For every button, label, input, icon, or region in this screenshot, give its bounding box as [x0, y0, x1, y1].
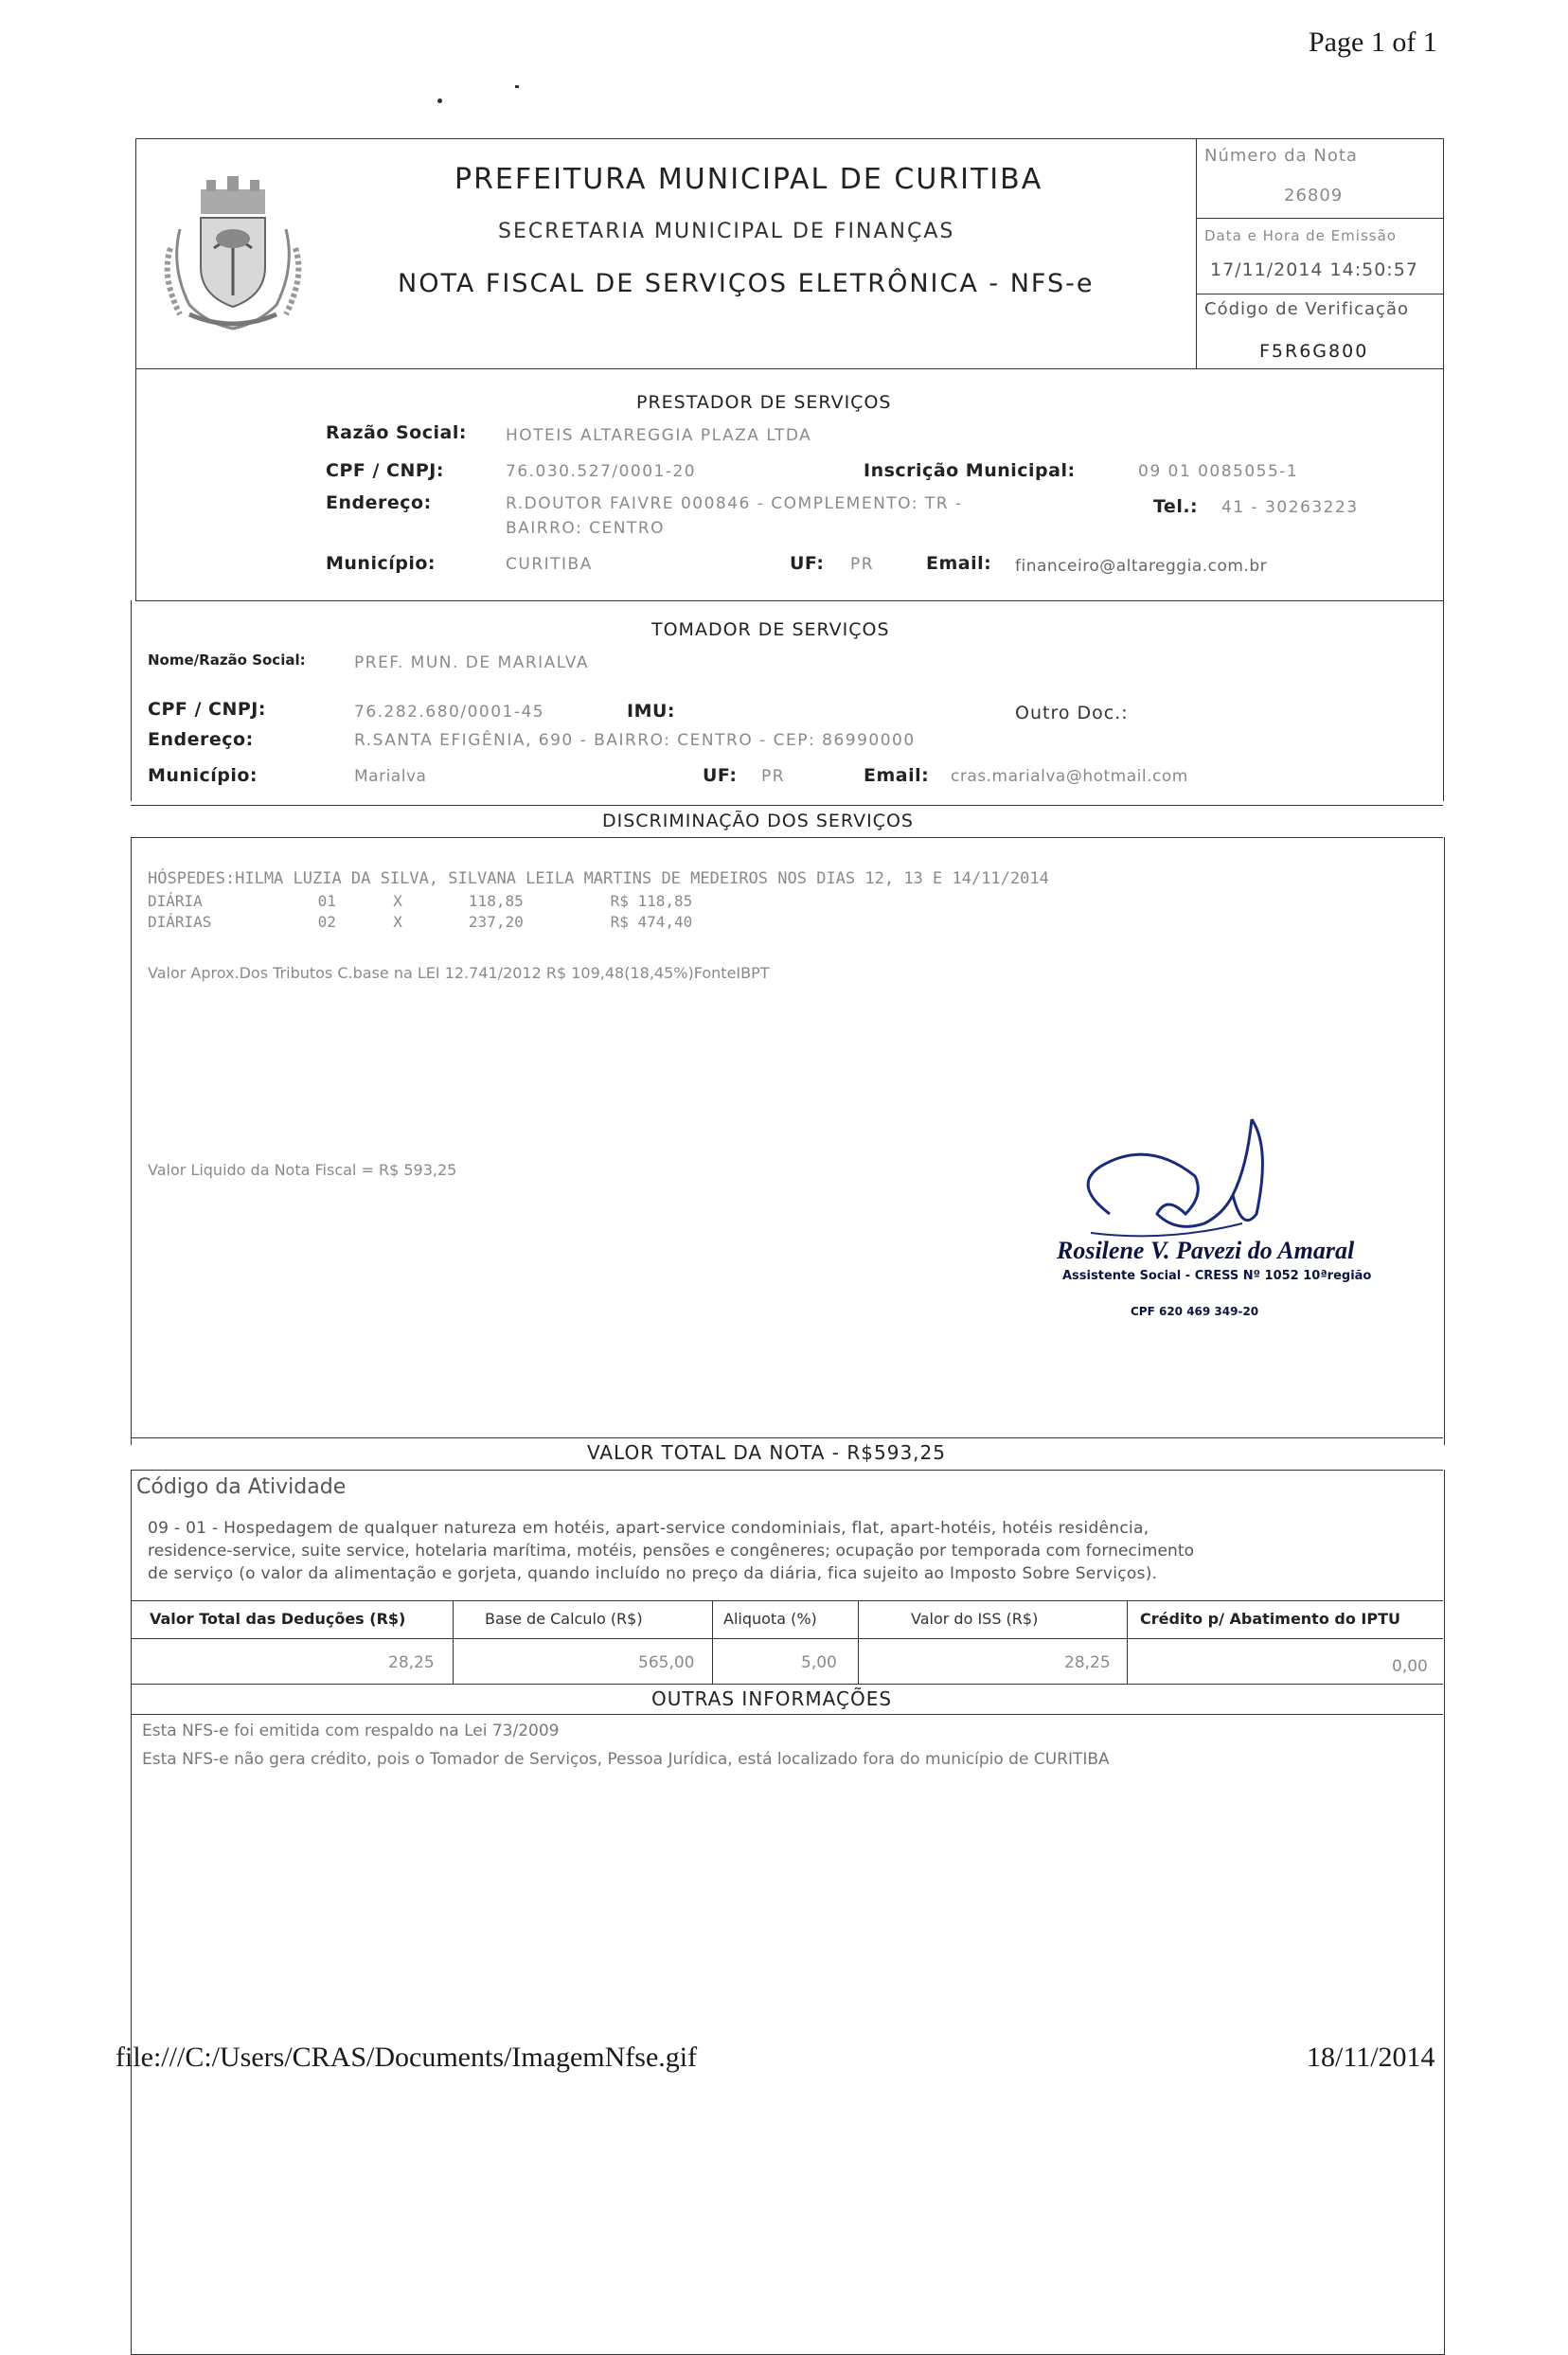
totals-col-rule	[453, 1600, 454, 1684]
codigo-value: F5R6G800	[1259, 341, 1369, 362]
prestador-endereco-value-2: BAIRRO: CENTRO	[506, 519, 666, 538]
page-title: PREFEITURA MUNICIPAL DE CURITIBA	[454, 163, 1043, 196]
tributos-line: Valor Aprox.Dos Tributos C.base na LEI 12.741/2012 R$ 109,48(18,45%)FonteIBPT	[148, 964, 770, 982]
prestador-municipio-label: Município:	[326, 553, 437, 574]
prestador-endereco-value-1: R.DOUTOR FAIVRE 000846 - COMPLEMENTO: TR -	[506, 494, 963, 513]
tomador-endereco-value: R.SANTA EFIGÊNIA, 690 - BAIRRO: CENTRO - CEP: 86990000	[354, 731, 916, 750]
codigo-label: Código de Verificação	[1204, 299, 1409, 319]
tomador-section-title: TOMADOR DE SERVIÇOS	[651, 619, 890, 640]
totals-value-credito: 0,00	[1392, 1657, 1428, 1676]
totals-value-deducoes: 28,25	[388, 1653, 435, 1672]
header-divider	[1196, 138, 1197, 369]
prestador-razao-value: HOTEIS ALTAREGGIA PLAZA LTDA	[506, 426, 812, 445]
numero-value: 26809	[1284, 186, 1344, 205]
tomador-municipio-label: Município:	[148, 765, 258, 786]
service-row-x: X	[393, 913, 402, 931]
totals-top-rule	[131, 1600, 1443, 1601]
totals-mid-rule	[131, 1638, 1443, 1639]
totals-header-base: Base de Calculo (R$)	[485, 1610, 643, 1628]
prestador-cnpj-label: CPF / CNPJ:	[326, 460, 444, 481]
tomador-municipio-value: Marialva	[354, 767, 427, 786]
signature-name: Rosilene V. Pavezi do Amaral	[1057, 1237, 1355, 1264]
prestador-cnpj-value: 76.030.527/0001-20	[506, 462, 697, 481]
totals-header-credito: Crédito p/ Abatimento do IPTU	[1140, 1610, 1400, 1628]
discriminacao-top-rule	[131, 805, 1443, 806]
outras-section-title: OUTRAS INFORMAÇÕES	[651, 1687, 893, 1710]
document-type: NOTA FISCAL DE SERVIÇOS ELETRÔNICA - NFS-e	[398, 269, 1095, 298]
service-row-qty: 01	[317, 892, 336, 910]
outras-line-2: Esta NFS-e não gera crédito, pois o Tomador de Serviços, Pessoa Jurídica, está localizado fora do município de CURITIBA	[142, 1750, 1110, 1769]
totals-value-iss: 28,25	[1064, 1653, 1111, 1672]
atividade-label: Código da Atividade	[136, 1475, 347, 1499]
prestador-municipio-value: CURITIBA	[506, 555, 593, 574]
prestador-razao-label: Razão Social:	[326, 422, 467, 443]
service-row-total: R$ 474,40	[610, 913, 693, 931]
tomador-email-value: cras.marialva@hotmail.com	[951, 767, 1188, 786]
totals-header-deducoes: Valor Total das Deduções (R$)	[150, 1610, 406, 1628]
atividade-text-3: de serviço (o valor da alimentação e gorjeta, quando incluído no preço da diária, fica sujeito ao Imposto Sobre Serviços).	[148, 1564, 1158, 1583]
valor-liquido-line: Valor Liquido da Nota Fiscal = R$ 593,25	[148, 1161, 457, 1179]
prestador-uf-label: UF:	[790, 553, 825, 574]
prestador-email-value: financeiro@altareggia.com.br	[1015, 557, 1268, 576]
hospedes-line: HÓSPEDES:HILMA LUZIA DA SILVA, SILVANA LEILA MARTINS DE MEDEIROS NOS DIAS 12, 13 E 14/11/2014	[148, 869, 1049, 888]
totals-bottom-rule	[131, 1684, 1443, 1685]
service-row-total: R$ 118,85	[610, 892, 693, 910]
tomador-cnpj-value: 76.282.680/0001-45	[354, 703, 545, 722]
service-row	[148, 892, 692, 910]
service-row-desc: DIÁRIAS	[148, 913, 212, 931]
service-row	[148, 913, 692, 931]
header-right-rule-1	[1196, 218, 1443, 219]
signature-cpf: CPF 620 469 349-20	[1131, 1305, 1259, 1318]
service-row-qty: 02	[317, 913, 336, 931]
tomador-nome-label: Nome/Razão Social:	[148, 651, 306, 669]
scan-mark	[437, 98, 442, 103]
totals-header-iss: Valor do ISS (R$)	[911, 1610, 1039, 1628]
service-row-desc: DIÁRIA	[148, 892, 203, 910]
service-row-x: X	[393, 892, 402, 910]
valor-total: VALOR TOTAL DA NOTA - R$593,25	[587, 1441, 946, 1464]
service-row-unit: 237,20	[468, 913, 524, 931]
prestador-endereco-label: Endereço:	[326, 492, 432, 513]
outras-bottom-rule	[131, 1714, 1443, 1715]
signature-title: Assistente Social - CRESS Nº 1052 10ªregião	[1062, 1269, 1372, 1283]
discriminacao-section-title: DISCRIMINAÇÃO DOS SERVIÇOS	[602, 811, 914, 831]
numero-label: Número da Nota	[1204, 146, 1358, 166]
service-row-unit: 118,85	[468, 892, 524, 910]
tomador-nome-value: PREF. MUN. DE MARIALVA	[354, 653, 590, 672]
signature-icon	[1053, 1110, 1280, 1252]
totals-col-rule	[858, 1600, 859, 1684]
prestador-im-value: 09 01 0085055-1	[1138, 462, 1299, 481]
prestador-tel-value: 41 - 30263223	[1221, 498, 1359, 517]
coat-of-arms-icon	[151, 172, 314, 335]
footer-path: file:///C:/Users/CRAS/Documents/ImagemNfse.gif	[116, 2042, 698, 2073]
totals-value-base: 565,00	[638, 1653, 695, 1672]
scan-mark	[515, 85, 519, 88]
tomador-cnpj-label: CPF / CNPJ:	[148, 699, 266, 720]
tomador-imu-label: IMU:	[627, 701, 676, 722]
tomador-outro-label: Outro Doc.:	[1015, 703, 1129, 723]
totals-col-rule	[1127, 1600, 1128, 1684]
prestador-email-label: Email:	[926, 553, 992, 574]
prestador-section-title: PRESTADOR DE SERVIÇOS	[636, 392, 892, 413]
prestador-tel-label: Tel.:	[1153, 496, 1199, 517]
prestador-uf-value: PR	[850, 555, 875, 574]
data-label: Data e Hora de Emissão	[1204, 227, 1397, 244]
totals-value-aliquota: 5,00	[801, 1653, 837, 1672]
prestador-im-label: Inscrição Municipal:	[864, 460, 1076, 481]
tomador-uf-label: UF:	[703, 765, 738, 786]
valor-total-top-rule	[131, 1437, 1443, 1438]
atividade-text-1: 09 - 01 - Hospedagem de qualquer natureza em hotéis, apart-service condominiais, flat, apart-hotéis, hotéis residência,	[148, 1519, 1149, 1538]
page-subtitle: SECRETARIA MUNICIPAL DE FINANÇAS	[498, 220, 955, 243]
totals-header-aliquota: Aliquota (%)	[723, 1610, 817, 1628]
outras-line-1: Esta NFS-e foi emitida com respaldo na Lei 73/2009	[142, 1722, 560, 1740]
tomador-endereco-label: Endereço:	[148, 729, 254, 750]
totals-col-rule	[712, 1600, 713, 1684]
tomador-email-label: Email:	[864, 765, 930, 786]
data-value: 17/11/2014 14:50:57	[1210, 259, 1418, 280]
atividade-box	[131, 1470, 1445, 2355]
tomador-uf-value: PR	[761, 767, 786, 786]
footer-date: 18/11/2014	[1307, 2042, 1435, 2073]
page-number: Page 1 of 1	[1309, 27, 1437, 58]
atividade-text-2: residence-service, suite service, hotelaria marítima, motéis, pensões e congêneres; ocupação por temporada com fornecimento	[148, 1542, 1195, 1561]
